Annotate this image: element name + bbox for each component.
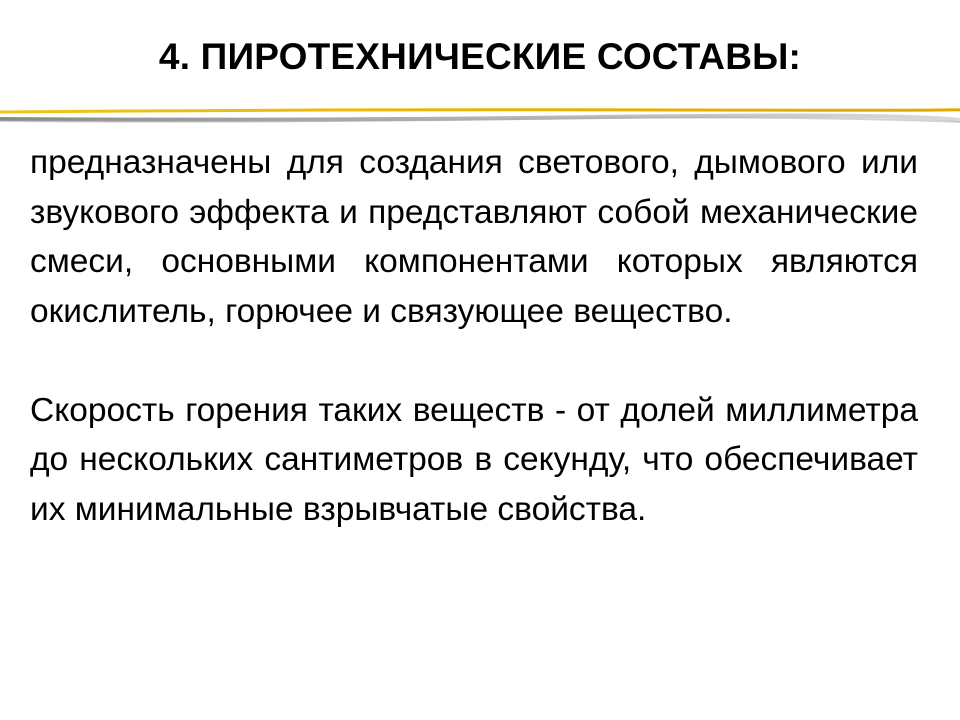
title-divider: [0, 100, 960, 130]
body-paragraph-2: Скорость горения таких веществ - от долей миллиметра до нескольких сантиметров в секунду, что обеспечивает их минимальные взрывчатые свойства.: [30, 391, 918, 528]
slide-title: 4. ПИРОТЕХНИЧЕСКИЕ СОСТАВЫ:: [158, 36, 802, 77]
slide-body: [30, 138, 918, 534]
body-paragraph-1: предназначены для создания светового, дымового или звукового эффекта и представляют собой механические смеси, основными компонентами которых являются окислитель, горючее и связующее вещество.: [30, 144, 918, 330]
divider-gold-stroke: [0, 108, 960, 112]
